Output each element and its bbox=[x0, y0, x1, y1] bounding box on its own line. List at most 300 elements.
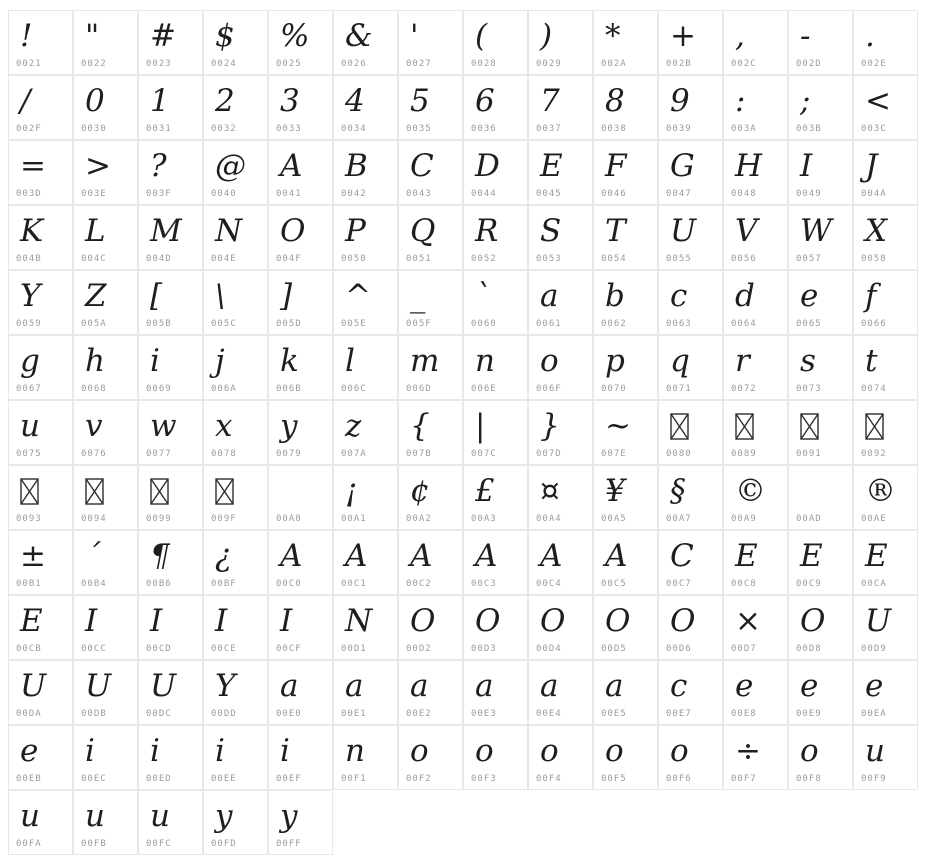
glyph-code: 0068 bbox=[81, 384, 107, 394]
glyph-cell bbox=[8, 790, 73, 855]
glyph-char: Y bbox=[20, 277, 41, 314]
glyph-char: A bbox=[345, 537, 368, 574]
glyph-char: A bbox=[540, 537, 563, 574]
glyph-code: 005C bbox=[211, 319, 237, 329]
glyph-cell bbox=[8, 335, 73, 400]
glyph-code: 002E bbox=[861, 59, 887, 69]
glyph-code: 0076 bbox=[81, 449, 107, 459]
glyph-code: 00C5 bbox=[601, 579, 627, 589]
glyph-cell bbox=[528, 140, 593, 205]
glyph-char: E bbox=[735, 537, 758, 574]
glyph-code: 00E2 bbox=[406, 709, 432, 719]
notdef-icon bbox=[800, 403, 819, 449]
glyph-char: M bbox=[150, 212, 182, 249]
glyph-code: 0038 bbox=[601, 124, 627, 134]
glyph-char: t bbox=[865, 342, 878, 379]
glyph-code: 0044 bbox=[471, 189, 497, 199]
glyph-code: 0069 bbox=[146, 384, 172, 394]
glyph-char: 4 bbox=[345, 82, 365, 119]
glyph-code: 00F6 bbox=[666, 774, 692, 784]
glyph-code: 006A bbox=[211, 384, 237, 394]
glyph-cell bbox=[73, 335, 138, 400]
glyph-cell bbox=[138, 10, 203, 75]
glyph-code: 0093 bbox=[16, 514, 42, 524]
glyph-char: 6 bbox=[475, 82, 495, 119]
glyph-char: d bbox=[735, 277, 755, 314]
glyph-code: 00D8 bbox=[796, 644, 822, 654]
glyph-char: e bbox=[800, 667, 819, 704]
glyph-char: 8 bbox=[605, 82, 625, 119]
glyph-cell bbox=[138, 660, 203, 725]
glyph-cell bbox=[853, 660, 918, 725]
glyph-char: O bbox=[410, 602, 436, 639]
glyph-code: 00A7 bbox=[666, 514, 692, 524]
glyph-cell bbox=[398, 725, 463, 790]
glyph-char: o bbox=[605, 732, 624, 769]
glyph-code: 0051 bbox=[406, 254, 432, 264]
notdef-icon bbox=[85, 468, 104, 514]
glyph-cell bbox=[203, 205, 268, 270]
glyph-code: 0023 bbox=[146, 59, 172, 69]
glyph-char: N bbox=[345, 602, 373, 639]
glyph-code: 002A bbox=[601, 59, 627, 69]
glyph-char: Q bbox=[410, 212, 436, 249]
glyph-char: I bbox=[800, 147, 813, 184]
glyph-cell bbox=[723, 595, 788, 660]
glyph-cell bbox=[723, 465, 788, 530]
glyph-char: A bbox=[410, 537, 433, 574]
glyph-char: O bbox=[800, 602, 826, 639]
glyph-char: u bbox=[20, 407, 40, 444]
glyph-char: 1 bbox=[150, 82, 170, 119]
glyph-code: 0055 bbox=[666, 254, 692, 264]
glyph-cell bbox=[528, 75, 593, 140]
glyph-char: § bbox=[670, 472, 686, 509]
glyph-char: ¡ bbox=[345, 472, 358, 509]
glyph-char: ) bbox=[540, 17, 553, 54]
glyph-code: 007C bbox=[471, 449, 497, 459]
glyph-char: O bbox=[280, 212, 306, 249]
glyph-code: 009F bbox=[211, 514, 237, 524]
glyph-code: 00A5 bbox=[601, 514, 627, 524]
glyph-char: y bbox=[280, 797, 298, 834]
glyph-code: 0022 bbox=[81, 59, 107, 69]
glyph-char: E bbox=[800, 537, 823, 574]
glyph-cell bbox=[723, 140, 788, 205]
glyph-char: = bbox=[20, 147, 46, 184]
glyph-char: a bbox=[540, 667, 559, 704]
glyph-char: n bbox=[345, 732, 365, 769]
glyph-cell bbox=[853, 400, 918, 465]
glyph-cell bbox=[788, 205, 853, 270]
glyph-cell bbox=[593, 205, 658, 270]
glyph-char: O bbox=[540, 602, 566, 639]
glyph-code: 00CB bbox=[16, 644, 42, 654]
glyph-char: X bbox=[865, 212, 888, 249]
glyph-code: 005B bbox=[146, 319, 172, 329]
glyph-cell bbox=[138, 400, 203, 465]
glyph-code: 0080 bbox=[666, 449, 692, 459]
glyph-char: A bbox=[280, 147, 303, 184]
glyph-char: I bbox=[215, 602, 228, 639]
glyph-cell bbox=[593, 530, 658, 595]
glyph-cell bbox=[8, 75, 73, 140]
glyph-cell bbox=[138, 335, 203, 400]
glyph-char: o bbox=[800, 732, 819, 769]
glyph-char: G bbox=[670, 147, 695, 184]
glyph-code: 0056 bbox=[731, 254, 757, 264]
glyph-code: 00D6 bbox=[666, 644, 692, 654]
glyph-cell bbox=[658, 660, 723, 725]
glyph-char: , bbox=[735, 17, 745, 54]
glyph-code: 00F1 bbox=[341, 774, 367, 784]
glyph-cell bbox=[398, 270, 463, 335]
glyph-code: 002F bbox=[16, 124, 42, 134]
glyph-cell bbox=[73, 10, 138, 75]
glyph-code: 00B6 bbox=[146, 579, 172, 589]
glyph-code: 00D9 bbox=[861, 644, 887, 654]
glyph-code: 0067 bbox=[16, 384, 42, 394]
glyph-cell bbox=[333, 465, 398, 530]
glyph-code: 0065 bbox=[796, 319, 822, 329]
glyph-cell bbox=[398, 10, 463, 75]
glyph-code: 0053 bbox=[536, 254, 562, 264]
glyph-code: 00C0 bbox=[276, 579, 302, 589]
glyph-code: 00F4 bbox=[536, 774, 562, 784]
glyph-code: 0094 bbox=[81, 514, 107, 524]
glyph-cell bbox=[333, 530, 398, 595]
glyph-cell bbox=[593, 140, 658, 205]
glyph-char: P bbox=[345, 212, 366, 249]
glyph-code: 004A bbox=[861, 189, 887, 199]
glyph-cell bbox=[73, 595, 138, 660]
glyph-cell bbox=[528, 270, 593, 335]
glyph-cell bbox=[463, 205, 528, 270]
glyph-cell bbox=[853, 140, 918, 205]
glyph-code: 007A bbox=[341, 449, 367, 459]
glyph-code: 0039 bbox=[666, 124, 692, 134]
glyph-cell bbox=[138, 595, 203, 660]
glyph-char: E bbox=[865, 537, 888, 574]
glyph-code: 00FD bbox=[211, 839, 237, 849]
glyph-code: 00A3 bbox=[471, 514, 497, 524]
glyph-code: 0040 bbox=[211, 189, 237, 199]
glyph-cell bbox=[203, 335, 268, 400]
glyph-cell bbox=[333, 10, 398, 75]
glyph-char: { bbox=[410, 407, 430, 444]
glyph-cell bbox=[593, 270, 658, 335]
glyph-cell bbox=[853, 530, 918, 595]
glyph-char: * bbox=[605, 17, 621, 54]
glyph-cell bbox=[203, 660, 268, 725]
glyph-cell bbox=[203, 270, 268, 335]
glyph-char: ] bbox=[280, 277, 293, 314]
glyph-char: _ bbox=[410, 277, 426, 314]
glyph-char: E bbox=[540, 147, 563, 184]
glyph-cell bbox=[463, 725, 528, 790]
notdef-icon bbox=[150, 468, 169, 514]
glyph-char: . bbox=[865, 17, 875, 54]
glyph-char: e bbox=[20, 732, 39, 769]
glyph-cell bbox=[138, 725, 203, 790]
glyph-cell bbox=[658, 400, 723, 465]
glyph-char: | bbox=[475, 407, 486, 444]
glyph-code: 00FC bbox=[146, 839, 172, 849]
glyph-char: A bbox=[605, 537, 628, 574]
glyph-cell bbox=[463, 400, 528, 465]
glyph-char: © bbox=[735, 472, 766, 509]
glyph-char: z bbox=[345, 407, 362, 444]
glyph-cell bbox=[268, 270, 333, 335]
glyph-cell bbox=[723, 75, 788, 140]
glyph-cell bbox=[333, 140, 398, 205]
glyph-char: $ bbox=[215, 17, 235, 54]
glyph-char: c bbox=[670, 667, 688, 704]
glyph-cell bbox=[398, 75, 463, 140]
glyph-cell bbox=[658, 530, 723, 595]
glyph-code: 0058 bbox=[861, 254, 887, 264]
glyph-char: F bbox=[605, 147, 627, 184]
glyph-char: u bbox=[85, 797, 105, 834]
glyph-char: k bbox=[280, 342, 299, 379]
glyph-code: 00FF bbox=[276, 839, 302, 849]
glyph-char: I bbox=[280, 602, 293, 639]
glyph-char: ÷ bbox=[735, 732, 761, 769]
glyph-char: & bbox=[345, 17, 373, 54]
glyph-cell bbox=[138, 140, 203, 205]
glyph-cell bbox=[203, 790, 268, 855]
glyph-code: 0070 bbox=[601, 384, 627, 394]
glyph-cell bbox=[788, 270, 853, 335]
glyph-code: 002C bbox=[731, 59, 757, 69]
glyph-code: 0034 bbox=[341, 124, 367, 134]
glyph-char: Z bbox=[85, 277, 107, 314]
glyph-char: < bbox=[865, 82, 891, 119]
glyph-code: 0089 bbox=[731, 449, 757, 459]
glyph-char: T bbox=[605, 212, 626, 249]
glyph-char: ® bbox=[865, 472, 896, 509]
glyph-char: 3 bbox=[280, 82, 300, 119]
glyph-code: 0050 bbox=[341, 254, 367, 264]
glyph-char: D bbox=[475, 147, 500, 184]
glyph-char: - bbox=[800, 17, 811, 54]
glyph-code: 00A0 bbox=[276, 514, 302, 524]
glyph-cell bbox=[788, 725, 853, 790]
glyph-cell bbox=[593, 465, 658, 530]
glyph-char: £ bbox=[475, 472, 495, 509]
glyph-cell bbox=[398, 400, 463, 465]
glyph-cell bbox=[528, 10, 593, 75]
glyph-char: o bbox=[475, 732, 494, 769]
glyph-code: 00E5 bbox=[601, 709, 627, 719]
glyph-code: 00A2 bbox=[406, 514, 432, 524]
glyph-cell bbox=[658, 140, 723, 205]
glyph-code: 00F3 bbox=[471, 774, 497, 784]
glyph-code: 0071 bbox=[666, 384, 692, 394]
glyph-cell bbox=[138, 790, 203, 855]
glyph-char: p bbox=[605, 342, 625, 379]
glyph-char: 9 bbox=[670, 82, 690, 119]
glyph-cell bbox=[593, 725, 658, 790]
glyph-code: 00A4 bbox=[536, 514, 562, 524]
glyph-code: 006D bbox=[406, 384, 432, 394]
glyph-cell bbox=[73, 725, 138, 790]
glyph-code: 00A9 bbox=[731, 514, 757, 524]
glyph-code: 004D bbox=[146, 254, 172, 264]
glyph-char: a bbox=[345, 667, 364, 704]
glyph-char: H bbox=[735, 147, 763, 184]
glyph-code: 0033 bbox=[276, 124, 302, 134]
glyph-cell bbox=[528, 465, 593, 530]
glyph-code: 00AD bbox=[796, 514, 822, 524]
glyph-cell bbox=[658, 725, 723, 790]
glyph-code: 0060 bbox=[471, 319, 497, 329]
glyph-code: 00C9 bbox=[796, 579, 822, 589]
glyph-code: 00C4 bbox=[536, 579, 562, 589]
glyph-code: 0072 bbox=[731, 384, 757, 394]
glyph-char: L bbox=[85, 212, 106, 249]
glyph-char: ! bbox=[20, 17, 33, 54]
glyph-code: 005A bbox=[81, 319, 107, 329]
glyph-code: 003F bbox=[146, 189, 172, 199]
glyph-char: O bbox=[475, 602, 501, 639]
glyph-cell bbox=[723, 335, 788, 400]
glyph-code: 00EF bbox=[276, 774, 302, 784]
glyph-code: 004F bbox=[276, 254, 302, 264]
glyph-cell bbox=[593, 75, 658, 140]
glyph-code: 00B4 bbox=[81, 579, 107, 589]
glyph-cell bbox=[593, 400, 658, 465]
glyph-char: ' bbox=[410, 17, 419, 54]
glyph-cell bbox=[333, 75, 398, 140]
glyph-code: 00E3 bbox=[471, 709, 497, 719]
glyph-code: 0045 bbox=[536, 189, 562, 199]
glyph-cell bbox=[593, 660, 658, 725]
glyph-cell bbox=[138, 75, 203, 140]
glyph-char: r bbox=[735, 342, 750, 379]
glyph-cell bbox=[788, 335, 853, 400]
glyph-cell bbox=[203, 10, 268, 75]
glyph-code: 0041 bbox=[276, 189, 302, 199]
glyph-code: 007E bbox=[601, 449, 627, 459]
glyph-code: 00DC bbox=[146, 709, 172, 719]
glyph-char: " bbox=[85, 17, 100, 54]
glyph-code: 00EB bbox=[16, 774, 42, 784]
glyph-cell bbox=[268, 465, 333, 530]
glyph-cell bbox=[333, 400, 398, 465]
glyph-cell bbox=[853, 465, 918, 530]
glyph-char: N bbox=[215, 212, 243, 249]
glyph-code: 00E8 bbox=[731, 709, 757, 719]
glyph-code: 003E bbox=[81, 189, 107, 199]
glyph-code: 0079 bbox=[276, 449, 302, 459]
glyph-code: 0031 bbox=[146, 124, 172, 134]
glyph-char: ? bbox=[150, 147, 167, 184]
glyph-cell bbox=[528, 530, 593, 595]
glyph-char: 2 bbox=[215, 82, 235, 119]
glyph-cell bbox=[203, 140, 268, 205]
glyph-char: ¶ bbox=[150, 537, 170, 574]
glyph-cell bbox=[268, 400, 333, 465]
glyph-code: 00CD bbox=[146, 644, 172, 654]
glyph-cell bbox=[73, 205, 138, 270]
glyph-cell bbox=[333, 595, 398, 660]
glyph-code: 005F bbox=[406, 319, 432, 329]
glyph-cell bbox=[268, 75, 333, 140]
glyph-char: y bbox=[215, 797, 233, 834]
glyph-cell bbox=[138, 465, 203, 530]
glyph-char: U bbox=[20, 667, 47, 704]
notdef-icon bbox=[670, 403, 689, 449]
glyph-cell bbox=[528, 725, 593, 790]
glyph-char: E bbox=[20, 602, 43, 639]
glyph-cell bbox=[788, 10, 853, 75]
glyph-cell bbox=[463, 10, 528, 75]
glyph-cell bbox=[8, 595, 73, 660]
notdef-icon bbox=[865, 403, 884, 449]
glyph-cell bbox=[73, 140, 138, 205]
glyph-code: 0048 bbox=[731, 189, 757, 199]
glyph-char: ¤ bbox=[540, 472, 560, 509]
glyph-code: 0029 bbox=[536, 59, 562, 69]
glyph-code: 00ED bbox=[146, 774, 172, 784]
glyph-code: 0046 bbox=[601, 189, 627, 199]
glyph-code: 00CF bbox=[276, 644, 302, 654]
glyph-cell bbox=[658, 270, 723, 335]
glyph-code: 003A bbox=[731, 124, 757, 134]
glyph-char: ^ bbox=[345, 277, 371, 314]
glyph-cell bbox=[138, 270, 203, 335]
glyph-code: 004C bbox=[81, 254, 107, 264]
glyph-cell bbox=[788, 140, 853, 205]
glyph-char: C bbox=[670, 537, 694, 574]
glyph-char: B bbox=[345, 147, 368, 184]
glyph-char: % bbox=[280, 17, 310, 54]
glyph-code: 004E bbox=[211, 254, 237, 264]
glyph-cell bbox=[73, 400, 138, 465]
glyph-cell bbox=[528, 335, 593, 400]
glyph-code: 00C1 bbox=[341, 579, 367, 589]
glyph-char: U bbox=[865, 602, 892, 639]
glyph-cell bbox=[138, 530, 203, 595]
glyph-cell bbox=[203, 465, 268, 530]
glyph-cell bbox=[723, 10, 788, 75]
glyph-cell bbox=[398, 595, 463, 660]
glyph-char: v bbox=[85, 407, 103, 444]
glyph-cell bbox=[463, 335, 528, 400]
glyph-code: 00AE bbox=[861, 514, 887, 524]
glyph-code: 0037 bbox=[536, 124, 562, 134]
glyph-code: 00EE bbox=[211, 774, 237, 784]
glyph-code: 0028 bbox=[471, 59, 497, 69]
glyph-code: 00D4 bbox=[536, 644, 562, 654]
glyph-char: ~ bbox=[605, 407, 631, 444]
glyph-char: i bbox=[150, 342, 160, 379]
glyph-cell bbox=[788, 465, 853, 530]
glyph-char: e bbox=[735, 667, 754, 704]
glyph-char: + bbox=[670, 17, 696, 54]
glyph-code: 005E bbox=[341, 319, 367, 329]
glyph-cell bbox=[658, 595, 723, 660]
glyph-cell bbox=[723, 270, 788, 335]
glyph-code: 0024 bbox=[211, 59, 237, 69]
glyph-cell bbox=[853, 10, 918, 75]
glyph-char: O bbox=[670, 602, 696, 639]
glyph-code: 003B bbox=[796, 124, 822, 134]
glyph-char: / bbox=[20, 82, 31, 119]
glyph-code: 0074 bbox=[861, 384, 887, 394]
notdef-icon bbox=[20, 468, 39, 514]
